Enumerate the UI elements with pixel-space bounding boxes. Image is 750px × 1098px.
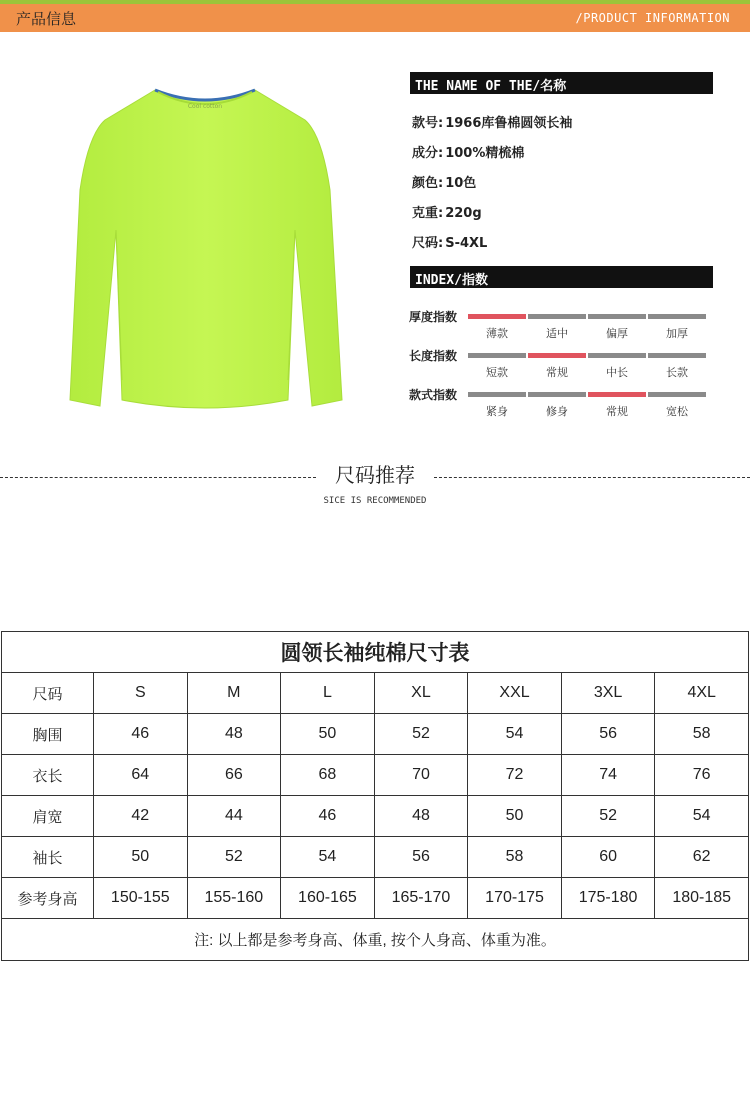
table-row bbox=[2, 714, 749, 755]
table-cell: 46 bbox=[94, 714, 188, 755]
index-option-label: 紧身 bbox=[486, 405, 508, 418]
table-cell: 165-170 bbox=[374, 878, 468, 919]
table-cell: 76 bbox=[655, 755, 749, 796]
table-cell: 180-185 bbox=[655, 878, 749, 919]
table-cell: 54 bbox=[281, 837, 375, 878]
index-segment bbox=[588, 353, 646, 358]
table-cell: 68 bbox=[281, 755, 375, 796]
table-cell: 62 bbox=[655, 837, 749, 878]
index-segment bbox=[528, 314, 586, 319]
index-segment bbox=[588, 314, 646, 319]
table-row-header: 尺码 bbox=[2, 673, 94, 714]
table-cell: M bbox=[187, 673, 281, 714]
table-cell: 56 bbox=[374, 837, 468, 878]
table-title-row bbox=[2, 632, 749, 673]
index-option-label: 修身 bbox=[546, 405, 568, 418]
index-segment bbox=[528, 392, 586, 397]
table-cell: 74 bbox=[561, 755, 655, 796]
table-cell: 50 bbox=[468, 796, 562, 837]
table-note: 注: 以上都是参考身高、体重, 按个人身高、体重为准。 bbox=[2, 919, 749, 961]
shirt-tag-text: Cool cotton bbox=[187, 103, 223, 110]
table-cell: 70 bbox=[374, 755, 468, 796]
table-cell: 52 bbox=[561, 796, 655, 837]
table-cell: 150-155 bbox=[94, 878, 188, 919]
index-segment-active bbox=[528, 353, 586, 358]
table-cell: 48 bbox=[187, 714, 281, 755]
table-cell: 46 bbox=[281, 796, 375, 837]
table-cell: 52 bbox=[374, 714, 468, 755]
spec-value: 1966库鲁棉圆领长袖 bbox=[445, 116, 573, 131]
table-cell: 50 bbox=[281, 714, 375, 755]
table-cell: 155-160 bbox=[187, 878, 281, 919]
section-header bbox=[0, 4, 750, 32]
spec-row bbox=[412, 172, 476, 191]
table-cell: 58 bbox=[655, 714, 749, 755]
header-title: 产品信息 bbox=[16, 10, 77, 28]
table-cell: 64 bbox=[94, 755, 188, 796]
table-cell: 58 bbox=[468, 837, 562, 878]
table-cell: 50 bbox=[94, 837, 188, 878]
spec-row bbox=[412, 232, 487, 251]
index-section-heading: INDEX/指数 bbox=[410, 266, 713, 288]
table-header-row bbox=[2, 673, 749, 714]
index-option-label: 常规 bbox=[606, 405, 628, 418]
table-cell: 52 bbox=[187, 837, 281, 878]
index-option-label: 中长 bbox=[606, 366, 628, 379]
index-segment bbox=[468, 353, 526, 358]
table-cell: 60 bbox=[561, 837, 655, 878]
index-segment bbox=[648, 392, 706, 397]
spec-label: 克重: bbox=[412, 206, 444, 221]
table-cell: L bbox=[281, 673, 375, 714]
shirt-body bbox=[70, 90, 342, 408]
recommendation-title: 尺码推荐 bbox=[335, 463, 415, 487]
spec-row bbox=[412, 202, 482, 221]
table-row-header: 衣长 bbox=[2, 755, 94, 796]
table-cell: 48 bbox=[374, 796, 468, 837]
table-cell: 160-165 bbox=[281, 878, 375, 919]
spec-label: 尺码: bbox=[412, 236, 444, 251]
spec-label: 款号: bbox=[412, 116, 444, 131]
table-cell: 66 bbox=[187, 755, 281, 796]
index-option-label: 加厚 bbox=[666, 327, 688, 340]
spec-row bbox=[412, 112, 572, 131]
table-cell: XL bbox=[374, 673, 468, 714]
table-cell: 175-180 bbox=[561, 878, 655, 919]
spec-label: 成分: bbox=[412, 146, 444, 161]
spec-value: S-4XL bbox=[445, 236, 488, 251]
divider-left bbox=[0, 477, 316, 478]
spec-row bbox=[412, 142, 524, 161]
index-option-label: 适中 bbox=[546, 327, 568, 340]
size-table bbox=[1, 631, 749, 961]
table-cell: 42 bbox=[94, 796, 188, 837]
table-cell: 3XL bbox=[561, 673, 655, 714]
spec-value: 10色 bbox=[445, 176, 477, 191]
index-option-label: 常规 bbox=[546, 366, 568, 379]
table-row bbox=[2, 796, 749, 837]
index-segment bbox=[468, 392, 526, 397]
table-row-header: 袖长 bbox=[2, 837, 94, 878]
index-option-label: 偏厚 bbox=[606, 327, 628, 340]
index-segment bbox=[648, 353, 706, 358]
index-option-label: 长款 bbox=[666, 366, 688, 379]
table-cell: XXL bbox=[468, 673, 562, 714]
index-label: 长度指数 bbox=[409, 349, 458, 363]
index-option-label: 薄款 bbox=[486, 327, 508, 340]
table-row-header: 肩宽 bbox=[2, 796, 94, 837]
spec-value: 100%精梳棉 bbox=[445, 146, 525, 161]
index-label: 厚度指数 bbox=[409, 310, 458, 324]
index-option-label: 宽松 bbox=[666, 405, 688, 418]
table-cell: S bbox=[94, 673, 188, 714]
product-image bbox=[50, 80, 360, 420]
table-row-header: 参考身高 bbox=[2, 878, 94, 919]
table-row-header: 胸围 bbox=[2, 714, 94, 755]
table-cell: 54 bbox=[655, 796, 749, 837]
table-row bbox=[2, 837, 749, 878]
table-cell: 4XL bbox=[655, 673, 749, 714]
index-option-label: 短款 bbox=[486, 366, 508, 379]
table-note-row bbox=[2, 919, 749, 961]
table-cell: 170-175 bbox=[468, 878, 562, 919]
index-segment-active bbox=[588, 392, 646, 397]
index-segment bbox=[648, 314, 706, 319]
name-section-heading: THE NAME OF THE/名称 bbox=[410, 72, 713, 94]
table-cell: 72 bbox=[468, 755, 562, 796]
spec-value: 220g bbox=[445, 206, 482, 221]
table-cell: 44 bbox=[187, 796, 281, 837]
table-row bbox=[2, 878, 749, 919]
table-row bbox=[2, 755, 749, 796]
index-segment-active bbox=[468, 314, 526, 319]
divider-right bbox=[434, 477, 750, 478]
table-cell: 56 bbox=[561, 714, 655, 755]
table-cell: 54 bbox=[468, 714, 562, 755]
header-subtitle: /PRODUCT INFORMATION bbox=[575, 11, 730, 25]
index-label: 款式指数 bbox=[409, 388, 458, 402]
table-title: 圆领长袖纯棉尺寸表 bbox=[2, 632, 749, 673]
recommendation-subtitle: SICE IS RECOMMENDED bbox=[323, 496, 427, 506]
spec-label: 颜色: bbox=[412, 176, 444, 191]
